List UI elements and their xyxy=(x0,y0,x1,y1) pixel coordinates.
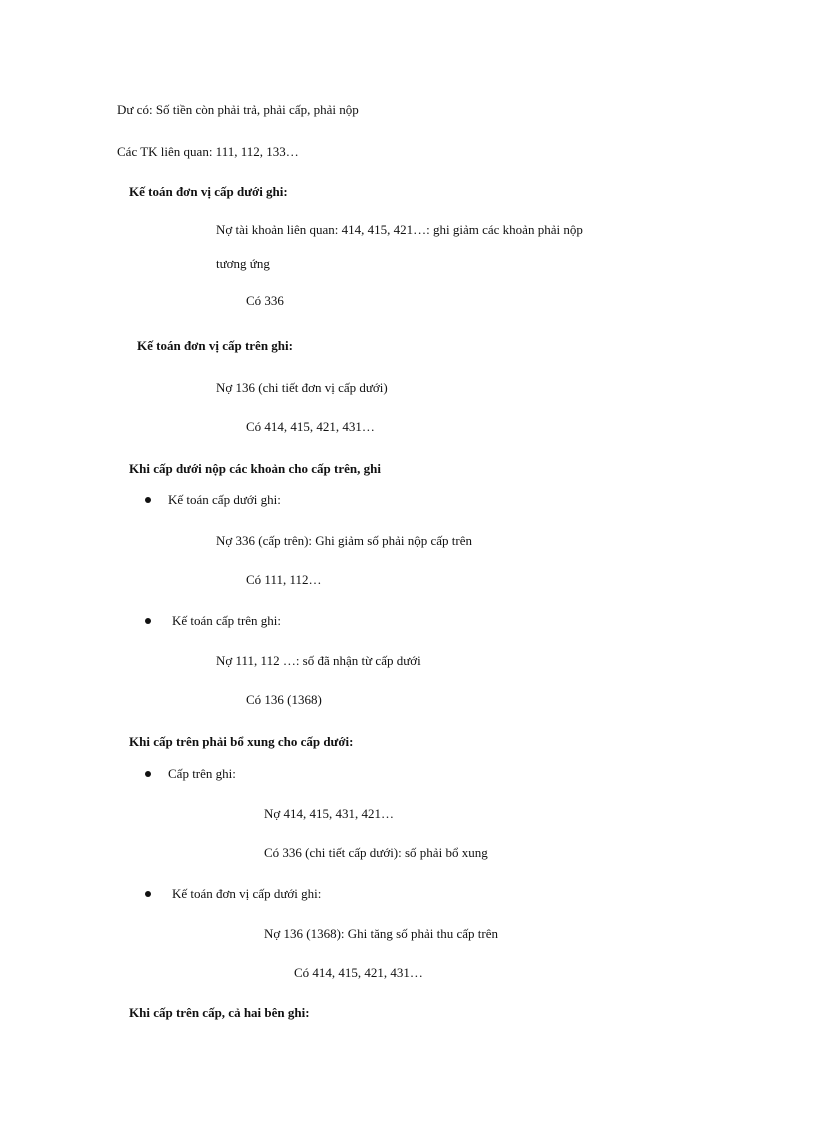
balance-text: Dư có: Số tiền còn phải trả, phải cấp, phải nộp xyxy=(117,102,359,117)
bullet-icon xyxy=(145,618,151,624)
both-sides-heading: Khi cấp trên cấp, cả hai bên ghi: xyxy=(129,1005,310,1020)
supplement-heading: Khi cấp trên phải bổ xung cho cấp dưới: xyxy=(129,734,354,749)
payment-bullet1-label: Kế toán cấp dưới ghi: xyxy=(168,492,281,507)
bullet-icon xyxy=(145,497,151,503)
superior-debit: Nợ 136 (chi tiết đơn vị cấp dưới) xyxy=(216,380,388,395)
supplement-bullet1-debit: Nợ 414, 415, 431, 421… xyxy=(264,806,395,821)
subordinate-debit-line1: Nợ tài khoản liên quan: 414, 415, 421…: ghi giảm các khoản phải nộp xyxy=(216,222,583,237)
bullet-icon xyxy=(145,771,151,777)
payment-bullet1-debit: Nợ 336 (cấp trên): Ghi giảm số phải nộp cấp trên xyxy=(216,533,472,548)
bullet-icon xyxy=(145,891,151,897)
superior-credit: Có 414, 415, 421, 431… xyxy=(246,419,375,434)
subordinate-credit: Có 336 xyxy=(246,293,284,308)
supplement-bullet1-credit: Có 336 (chi tiết cấp dưới): số phải bổ xung xyxy=(264,845,488,860)
payment-heading: Khi cấp dưới nộp các khoản cho cấp trên, ghi xyxy=(129,461,381,476)
payment-bullet2-label: Kế toán cấp trên ghi: xyxy=(172,613,282,628)
payment-bullet2-credit: Có 136 (1368) xyxy=(246,692,322,707)
subordinate-heading: Kế toán đơn vị cấp dưới ghi: xyxy=(129,184,288,199)
payment-bullet1-credit: Có 111, 112… xyxy=(246,572,322,587)
supplement-bullet1-label: Cấp trên ghi: xyxy=(168,766,236,781)
superior-heading: Kế toán đơn vị cấp trên ghi: xyxy=(137,338,293,353)
payment-bullet2-debit: Nợ 111, 112 …: số đã nhận từ cấp dưới xyxy=(216,653,421,668)
supplement-bullet2-label: Kế toán đơn vị cấp dưới ghi: xyxy=(172,886,322,901)
subordinate-debit-line2: tương ứng xyxy=(216,256,270,271)
supplement-bullet2-debit: Nợ 136 (1368): Ghi tăng số phải thu cấp trên xyxy=(264,926,498,941)
supplement-bullet2-credit: Có 414, 415, 421, 431… xyxy=(294,965,423,980)
related-accounts-text: Các TK liên quan: 111, 112, 133… xyxy=(117,144,299,159)
